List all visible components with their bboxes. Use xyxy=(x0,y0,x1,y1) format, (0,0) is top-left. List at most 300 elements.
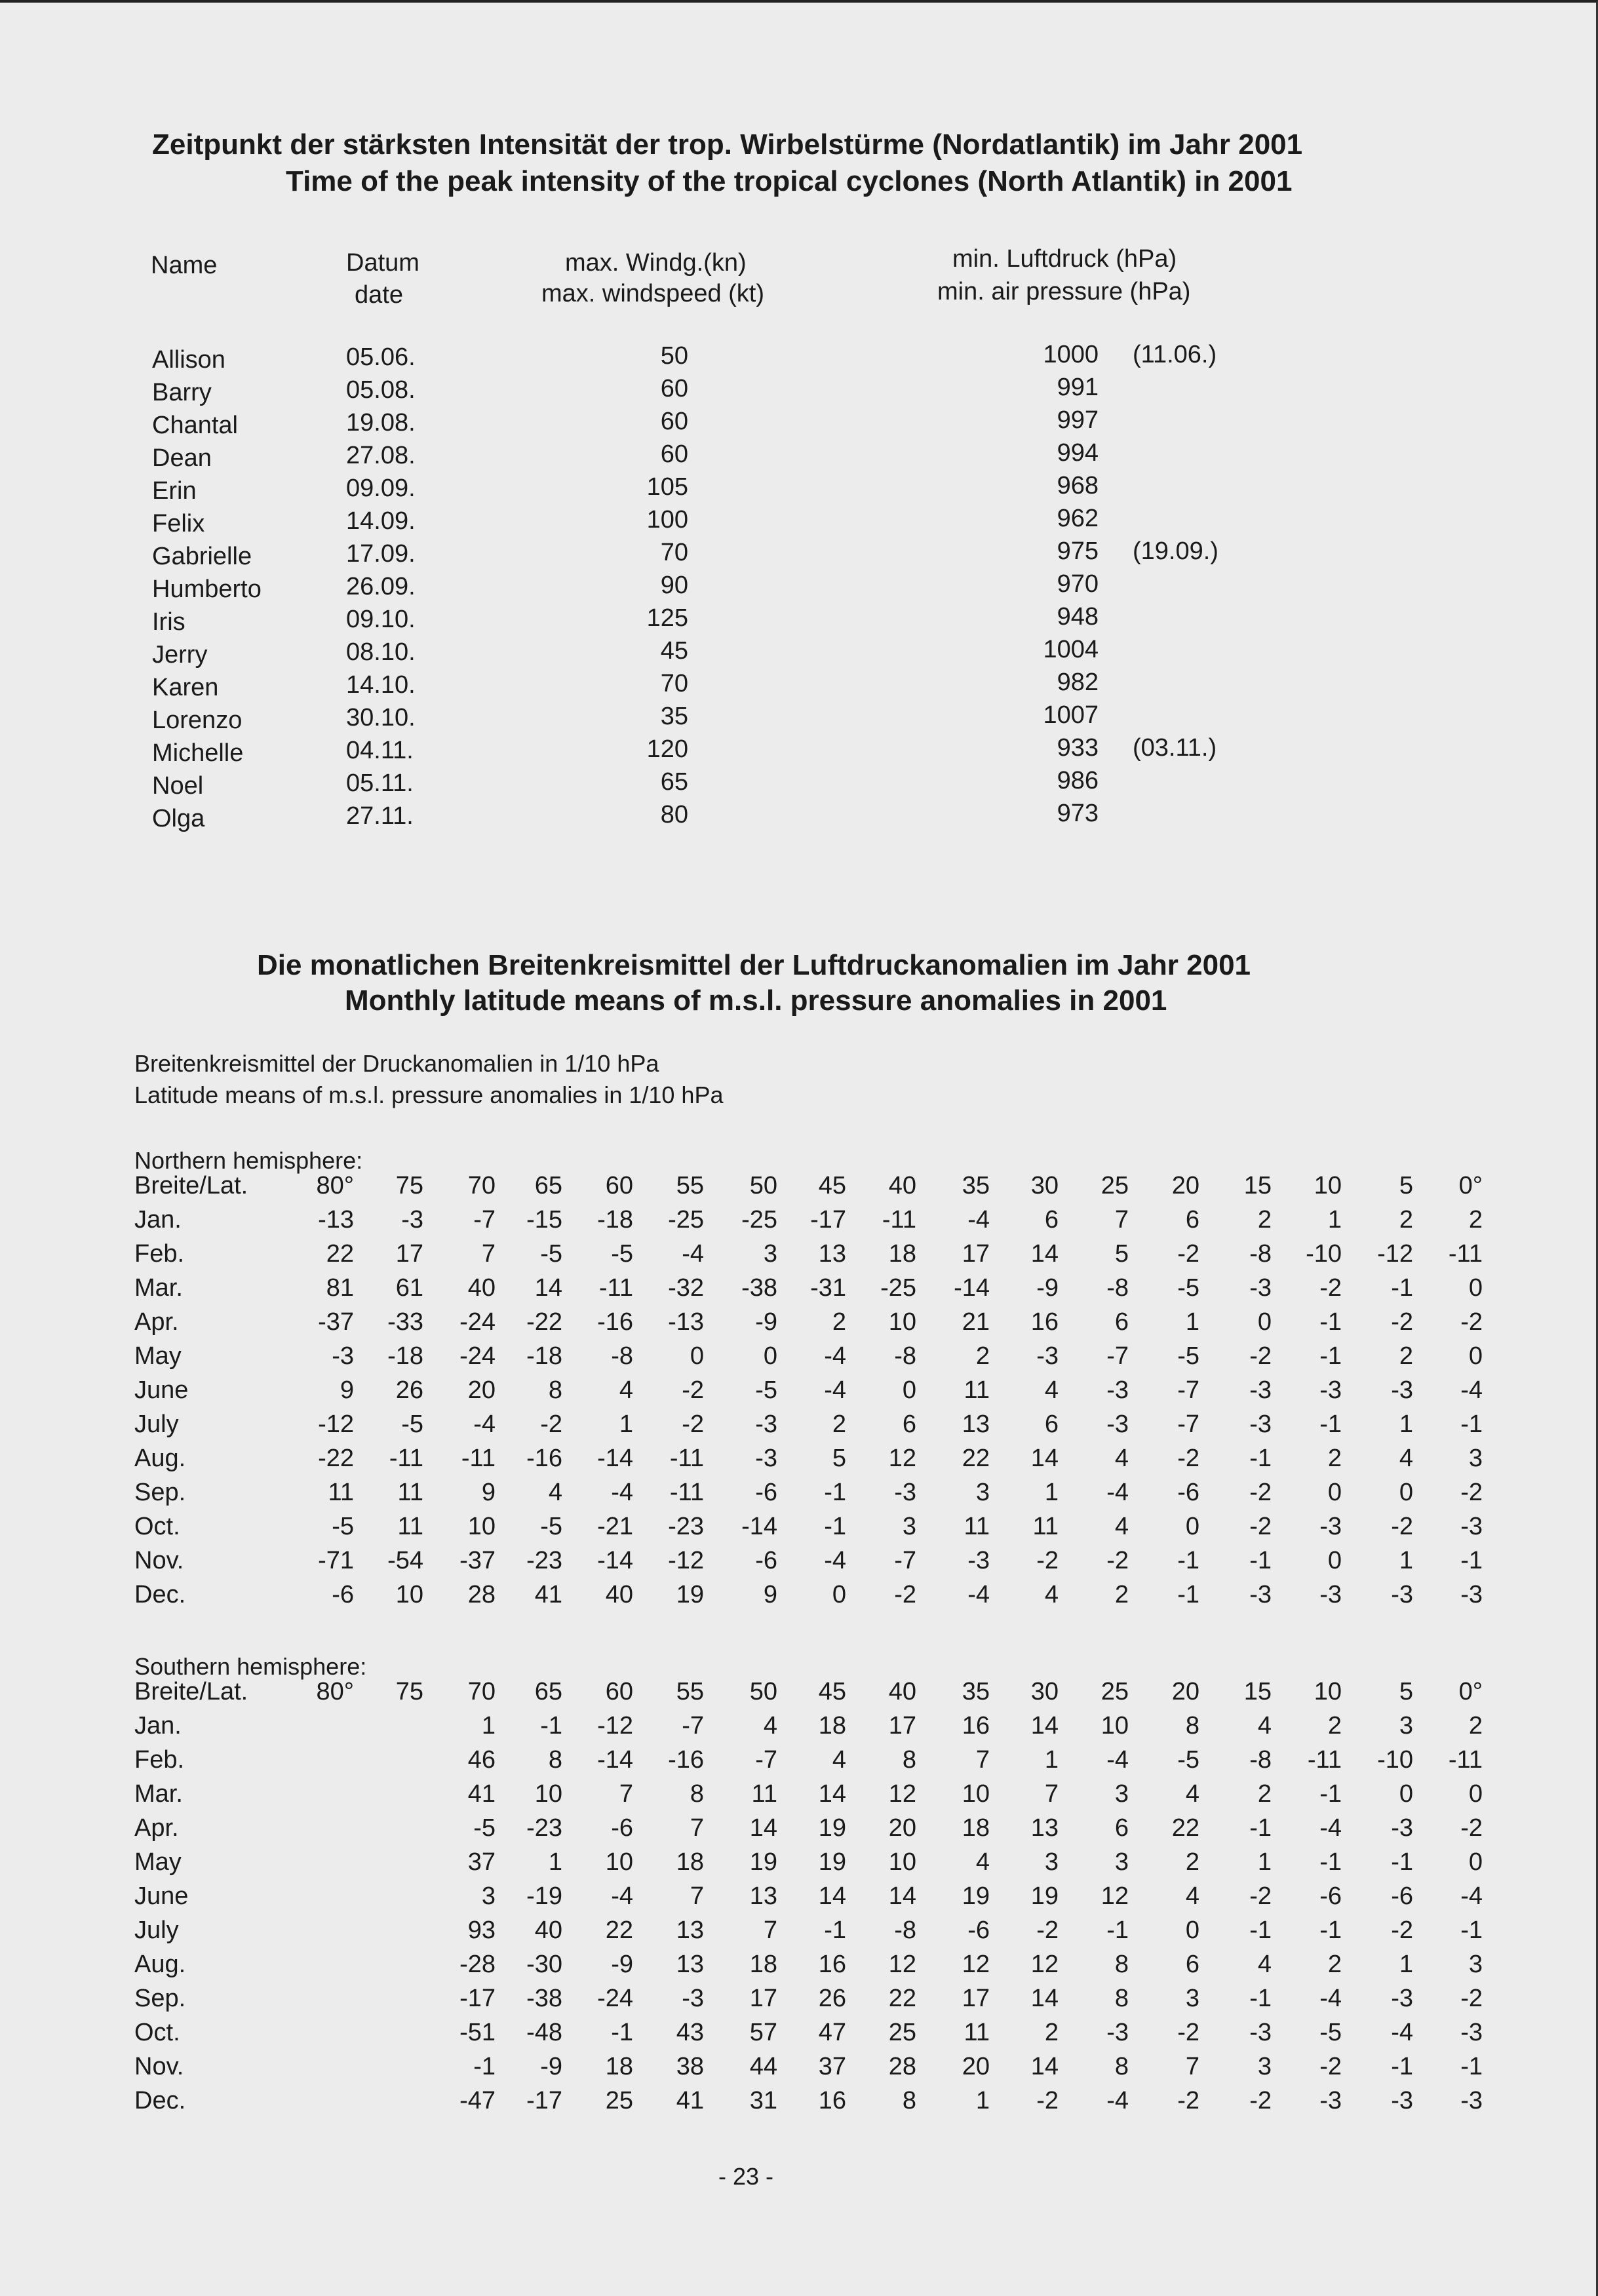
anomaly-value: -6 xyxy=(611,1814,633,1842)
cyclone-title-de: Zeitpunkt der stärksten Intensität der trop. Wirbelstürme (Nordatlantik) im Jahr 2001 xyxy=(152,128,1303,161)
month-label: July xyxy=(134,1411,179,1438)
anomaly-value: -4 xyxy=(1106,1479,1129,1506)
anomaly-value: -37 xyxy=(459,1547,496,1574)
anomaly-value: -2 xyxy=(1391,1308,1413,1336)
anomaly-value: 2 xyxy=(1114,1581,1129,1608)
month-label: July xyxy=(134,1917,179,1944)
anomaly-value: -2 xyxy=(1249,1882,1272,1910)
cyclone-note-date: (03.11.) xyxy=(1133,734,1217,762)
cyclone-date: 04.11. xyxy=(346,737,414,764)
anomaly-value: 17 xyxy=(395,1240,423,1268)
anomaly-value: -3 xyxy=(1460,2019,1483,2046)
anomaly-value: 41 xyxy=(676,2087,704,2114)
cyclone-wind: 105 xyxy=(646,473,688,501)
cyclone-date: 27.08. xyxy=(346,442,416,469)
anomaly-value: 40 xyxy=(534,1917,562,1944)
anomaly-value: -22 xyxy=(526,1308,562,1336)
anomaly-value: 7 xyxy=(481,1240,496,1268)
anomaly-value: 6 xyxy=(1044,1411,1059,1438)
anomaly-value: 0 xyxy=(1399,1780,1413,1808)
anomaly-value: 11 xyxy=(964,1376,990,1404)
anomaly-value: 38 xyxy=(676,2053,704,2080)
month-label: May xyxy=(134,1848,182,1876)
month-label: Jan. xyxy=(134,1206,182,1234)
anomaly-value: 2 xyxy=(832,1308,846,1336)
anomaly-value: -10 xyxy=(1306,1240,1342,1268)
anomaly-value: -3 xyxy=(332,1342,354,1370)
latitude-header: 60 xyxy=(605,1678,633,1705)
anomaly-value: 18 xyxy=(818,1712,846,1740)
anomaly-value: 12 xyxy=(1101,1882,1129,1910)
anomaly-value: 8 xyxy=(902,2087,916,2114)
anomaly-value: 12 xyxy=(962,1951,990,1978)
anomaly-value: 6 xyxy=(1044,1206,1059,1234)
anomaly-value: 0 xyxy=(1468,1848,1483,1876)
anomaly-value: 3 xyxy=(1185,1985,1199,2012)
anomaly-value: -33 xyxy=(387,1308,423,1336)
anomaly-value: 22 xyxy=(605,1917,633,1944)
anomaly-value: 28 xyxy=(888,2053,916,2080)
anomaly-value: -7 xyxy=(473,1206,496,1234)
anomaly-value: 20 xyxy=(467,1376,496,1404)
month-label: Oct. xyxy=(134,1513,180,1540)
anomaly-value: 0 xyxy=(1327,1547,1342,1574)
anomaly-value: 37 xyxy=(467,1848,496,1876)
cyclone-pressure: 970 xyxy=(1057,570,1099,598)
anomaly-value: 14 xyxy=(1030,2053,1059,2080)
anomaly-value: 20 xyxy=(962,2053,990,2080)
anomaly-value: -1 xyxy=(1249,1547,1272,1574)
anomaly-value: 0 xyxy=(1399,1479,1413,1506)
anomaly-value: 4 xyxy=(548,1479,562,1506)
anomaly-value: 1 xyxy=(1399,1411,1413,1438)
anomaly-value: -3 xyxy=(1391,1814,1413,1842)
latitude-header: 40 xyxy=(888,1678,916,1705)
cyclone-wind: 100 xyxy=(646,506,688,534)
anomaly-value: -8 xyxy=(894,1917,916,1944)
anomaly-value: -4 xyxy=(611,1882,633,1910)
anomaly-value: -3 xyxy=(1391,2087,1413,2114)
latitude-header: 75 xyxy=(395,1678,423,1705)
anomaly-value: -1 xyxy=(824,1513,846,1540)
month-label: May xyxy=(134,1342,182,1370)
anomaly-value: -4 xyxy=(824,1342,846,1370)
anomaly-value: 19 xyxy=(1030,1882,1059,1910)
anomaly-value: 8 xyxy=(548,1376,562,1404)
anomaly-value: -11 xyxy=(1448,1240,1483,1268)
anomaly-value: 12 xyxy=(888,1780,916,1808)
anomaly-value: 21 xyxy=(962,1308,990,1336)
anomaly-value: 40 xyxy=(605,1581,633,1608)
anomaly-value: 0 xyxy=(690,1342,704,1370)
pressure-title-de: Die monatlichen Breitenkreismittel der Luftdruckanomalien im Jahr 2001 xyxy=(257,949,1251,981)
anomaly-value: 3 xyxy=(1468,1951,1483,1978)
anomaly-value: 3 xyxy=(975,1479,990,1506)
anomaly-value: -2 xyxy=(1249,1342,1272,1370)
anomaly-value: 6 xyxy=(1185,1206,1199,1234)
anomaly-value: -8 xyxy=(1249,1746,1272,1774)
anomaly-value: 2 xyxy=(1185,1848,1199,1876)
cyclone-wind: 60 xyxy=(660,408,688,435)
anomaly-value: 5 xyxy=(832,1445,846,1472)
cyclone-pressure: 975 xyxy=(1057,537,1099,565)
anomaly-value: -17 xyxy=(810,1206,846,1234)
anomaly-value: -7 xyxy=(894,1547,916,1574)
anomaly-value: 8 xyxy=(1114,2053,1129,2080)
anomaly-value: -47 xyxy=(459,2087,496,2114)
cyclone-name: Iris xyxy=(152,608,185,636)
latitude-header: 20 xyxy=(1171,1172,1199,1199)
latitude-header: 30 xyxy=(1030,1172,1059,1199)
anomaly-value: -48 xyxy=(526,2019,562,2046)
cyclone-date: 19.08. xyxy=(346,409,416,437)
anomaly-value: 17 xyxy=(749,1985,777,2012)
latitude-header: 15 xyxy=(1243,1172,1272,1199)
anomaly-value: -23 xyxy=(526,1814,562,1842)
anomaly-value: 1 xyxy=(619,1411,633,1438)
anomaly-value: 20 xyxy=(888,1814,916,1842)
anomaly-value: -8 xyxy=(611,1342,633,1370)
cyclone-wind: 65 xyxy=(660,768,688,796)
anomaly-value: -22 xyxy=(318,1445,354,1472)
cyclone-name: Felix xyxy=(152,510,205,537)
anomaly-value: 6 xyxy=(1114,1814,1129,1842)
month-label: Sep. xyxy=(134,1985,186,2012)
anomaly-value: -14 xyxy=(597,1547,633,1574)
anomaly-value: -13 xyxy=(668,1308,704,1336)
anomaly-value: 4 xyxy=(1185,1780,1199,1808)
cyclone-wind: 70 xyxy=(660,539,688,566)
anomaly-value: 0 xyxy=(1185,1917,1199,1944)
anomaly-value: -3 xyxy=(1106,1411,1129,1438)
cyclone-date: 17.09. xyxy=(346,540,416,568)
anomaly-value: -1 xyxy=(1319,1411,1342,1438)
anomaly-value: -6 xyxy=(1319,1882,1342,1910)
anomaly-value: -1 xyxy=(1460,1547,1483,1574)
anomaly-value: -54 xyxy=(387,1547,423,1574)
anomaly-value: 2 xyxy=(1399,1206,1413,1234)
anomaly-value: -3 xyxy=(1036,1342,1059,1370)
anomaly-value: 22 xyxy=(326,1240,354,1268)
anomaly-value: -2 xyxy=(1319,2053,1342,2080)
latitude-header: 0° xyxy=(1458,1678,1483,1705)
anomaly-value: 10 xyxy=(467,1513,496,1540)
anomaly-value: 11 xyxy=(328,1479,354,1506)
anomaly-value: -4 xyxy=(1319,1985,1342,2012)
anomaly-value: 2 xyxy=(1327,1951,1342,1978)
anomaly-value: -6 xyxy=(332,1581,354,1608)
anomaly-value: 46 xyxy=(467,1746,496,1774)
pressure-subtitle-de: Breitenkreismittel der Druckanomalien in 1/10 hPa xyxy=(134,1050,659,1077)
anomaly-value: 2 xyxy=(1399,1342,1413,1370)
anomaly-value: -7 xyxy=(682,1712,704,1740)
anomaly-value: -3 xyxy=(1391,1985,1413,2012)
anomaly-value: 14 xyxy=(1030,1445,1059,1472)
page-number: - 23 - xyxy=(718,2163,774,2190)
anomaly-value: -2 xyxy=(1391,1513,1413,1540)
anomaly-value: 13 xyxy=(818,1240,846,1268)
anomaly-value: -3 xyxy=(755,1411,777,1438)
anomaly-value: -2 xyxy=(1460,1479,1483,1506)
anomaly-value: -4 xyxy=(824,1547,846,1574)
latitude-header: 35 xyxy=(962,1678,990,1705)
anomaly-value: 19 xyxy=(676,1581,704,1608)
anomaly-value: -1 xyxy=(1249,1917,1272,1944)
anomaly-value: -7 xyxy=(1177,1411,1199,1438)
anomaly-value: -3 xyxy=(1391,1376,1413,1404)
cyclone-pressure: 1004 xyxy=(1043,636,1099,663)
cyclone-wind: 120 xyxy=(646,735,688,763)
anomaly-value: -3 xyxy=(1249,1274,1272,1302)
anomaly-value: 13 xyxy=(676,1951,704,1978)
anomaly-value: -23 xyxy=(668,1513,704,1540)
anomaly-value: -2 xyxy=(1460,1814,1483,1842)
anomaly-value: 26 xyxy=(818,1985,846,2012)
cyclone-wind: 80 xyxy=(660,801,688,828)
anomaly-value: 14 xyxy=(888,1882,916,1910)
anomaly-value: 16 xyxy=(962,1712,990,1740)
anomaly-value: 18 xyxy=(749,1951,777,1978)
cyclone-date: 26.09. xyxy=(346,573,416,600)
anomaly-value: -12 xyxy=(318,1411,354,1438)
anomaly-value: 2 xyxy=(1468,1206,1483,1234)
anomaly-value: -8 xyxy=(894,1342,916,1370)
anomaly-value: 4 xyxy=(1044,1581,1059,1608)
anomaly-value: -1 xyxy=(1177,1581,1199,1608)
anomaly-value: -1 xyxy=(1319,1308,1342,1336)
cyclone-wind: 50 xyxy=(660,342,688,370)
anomaly-value: 4 xyxy=(1257,1951,1272,1978)
anomaly-value: -28 xyxy=(459,1951,496,1978)
anomaly-value: -25 xyxy=(741,1206,777,1234)
anomaly-value: 6 xyxy=(1185,1951,1199,1978)
anomaly-value: -2 xyxy=(1249,1513,1272,1540)
anomaly-value: 7 xyxy=(1044,1780,1059,1808)
anomaly-value: 19 xyxy=(818,1848,846,1876)
cyclone-name: Erin xyxy=(152,477,197,505)
anomaly-value: -37 xyxy=(318,1308,354,1336)
month-label: Apr. xyxy=(134,1308,179,1336)
anomaly-value: 3 xyxy=(1257,2053,1272,2080)
anomaly-value: -3 xyxy=(682,1985,704,2012)
anomaly-value: -1 xyxy=(1391,1848,1413,1876)
anomaly-value: -6 xyxy=(755,1547,777,1574)
cyclone-name: Noel xyxy=(152,772,204,800)
anomaly-value: 14 xyxy=(749,1814,777,1842)
cyclone-pressure: 1007 xyxy=(1043,701,1099,729)
anomaly-value: -4 xyxy=(611,1479,633,1506)
cyclone-pressure: 986 xyxy=(1057,767,1099,794)
anomaly-value: -17 xyxy=(526,2087,562,2114)
anomaly-value: -4 xyxy=(967,1206,990,1234)
anomaly-value: -38 xyxy=(526,1985,562,2012)
anomaly-value: -9 xyxy=(540,2053,562,2080)
latitude-header: 35 xyxy=(962,1172,990,1199)
anomaly-value: 19 xyxy=(962,1882,990,1910)
anomaly-value: -3 xyxy=(755,1445,777,1472)
anomaly-value: 1 xyxy=(1044,1746,1059,1774)
anomaly-value: -11 xyxy=(598,1274,633,1302)
anomaly-value: -24 xyxy=(597,1985,633,2012)
cyclone-wind: 60 xyxy=(660,440,688,468)
anomaly-value: 2 xyxy=(1044,2019,1059,2046)
cyclone-date: 05.11. xyxy=(346,769,414,797)
anomaly-value: -4 xyxy=(1460,1882,1483,1910)
anomaly-value: 16 xyxy=(1030,1308,1059,1336)
latitude-header: 45 xyxy=(818,1172,846,1199)
header-wind-en: max. windspeed (kt) xyxy=(541,280,765,307)
month-label: Mar. xyxy=(134,1274,183,1302)
anomaly-value: 3 xyxy=(1468,1445,1483,1472)
anomaly-value: 41 xyxy=(467,1780,496,1808)
cyclone-name: Gabrielle xyxy=(152,543,252,570)
anomaly-value: 11 xyxy=(397,1479,423,1506)
anomaly-value: 2 xyxy=(975,1342,990,1370)
month-label: Aug. xyxy=(134,1951,186,1978)
anomaly-value: -5 xyxy=(540,1513,562,1540)
anomaly-value: 2 xyxy=(1327,1712,1342,1740)
anomaly-value: -6 xyxy=(1391,1882,1413,1910)
anomaly-value: -2 xyxy=(1177,1445,1199,1472)
anomaly-value: -31 xyxy=(810,1274,846,1302)
anomaly-value: 1 xyxy=(481,1712,496,1740)
anomaly-value: -11 xyxy=(882,1206,916,1234)
anomaly-value: 40 xyxy=(467,1274,496,1302)
latitude-header: 5 xyxy=(1399,1678,1413,1705)
anomaly-value: 7 xyxy=(1185,2053,1199,2080)
anomaly-value: 9 xyxy=(340,1376,354,1404)
anomaly-value: -1 xyxy=(1460,1917,1483,1944)
anomaly-value: -11 xyxy=(669,1479,704,1506)
month-label: Nov. xyxy=(134,2053,184,2080)
cyclone-wind: 125 xyxy=(646,604,688,632)
cyclone-date: 27.11. xyxy=(346,802,414,830)
anomaly-value: -3 xyxy=(1460,2087,1483,2114)
anomaly-value: 3 xyxy=(763,1240,777,1268)
cyclone-pressure: 994 xyxy=(1057,439,1099,467)
anomaly-value: -1 xyxy=(540,1712,562,1740)
anomaly-value: -3 xyxy=(894,1479,916,1506)
anomaly-value: -1 xyxy=(1177,1547,1199,1574)
anomaly-value: 10 xyxy=(962,1780,990,1808)
anomaly-value: 8 xyxy=(1114,1985,1129,2012)
anomaly-value: -2 xyxy=(1106,1547,1129,1574)
cyclone-name: Michelle xyxy=(152,739,244,767)
anomaly-value: -5 xyxy=(1177,1342,1199,1370)
cyclone-wind: 90 xyxy=(660,572,688,599)
month-label: Oct. xyxy=(134,2019,180,2046)
anomaly-value: -14 xyxy=(954,1274,990,1302)
cyclone-note-date: (19.09.) xyxy=(1133,537,1218,565)
anomaly-value: 47 xyxy=(818,2019,846,2046)
anomaly-value: -3 xyxy=(1249,1581,1272,1608)
anomaly-value: -23 xyxy=(526,1547,562,1574)
anomaly-value: 7 xyxy=(975,1746,990,1774)
anomaly-value: -1 xyxy=(1391,2053,1413,2080)
latitude-header: 70 xyxy=(467,1678,496,1705)
anomaly-value: 2 xyxy=(1257,1206,1272,1234)
latitude-header: 60 xyxy=(605,1172,633,1199)
anomaly-value: 13 xyxy=(749,1882,777,1910)
anomaly-value: 9 xyxy=(763,1581,777,1608)
month-label: Feb. xyxy=(134,1240,185,1268)
anomaly-value: 4 xyxy=(832,1746,846,1774)
anomaly-value: -3 xyxy=(1249,1376,1272,1404)
anomaly-value: -2 xyxy=(1319,1274,1342,1302)
anomaly-value: 10 xyxy=(888,1848,916,1876)
anomaly-value: -12 xyxy=(668,1547,704,1574)
anomaly-value: 0 xyxy=(1468,1780,1483,1808)
cyclone-pressure: 991 xyxy=(1057,374,1099,401)
anomaly-value: 11 xyxy=(1032,1513,1059,1540)
anomaly-value: -2 xyxy=(682,1376,704,1404)
anomaly-value: 4 xyxy=(619,1376,633,1404)
anomaly-value: -2 xyxy=(1036,1917,1059,1944)
anomaly-value: 17 xyxy=(962,1985,990,2012)
anomaly-value: -10 xyxy=(1377,1746,1413,1774)
anomaly-value: 22 xyxy=(888,1985,916,2012)
header-wind-de: max. Windg.(kn) xyxy=(565,249,747,277)
anomaly-value: -2 xyxy=(1177,2087,1199,2114)
anomaly-value: 4 xyxy=(1114,1513,1129,1540)
anomaly-value: -7 xyxy=(755,1746,777,1774)
anomaly-value: -12 xyxy=(1377,1240,1413,1268)
cyclone-name: Lorenzo xyxy=(152,707,243,734)
latitude-header: 65 xyxy=(534,1172,562,1199)
latitude-header: 75 xyxy=(395,1172,423,1199)
anomaly-value: -32 xyxy=(668,1274,704,1302)
anomaly-value: -3 xyxy=(1249,2019,1272,2046)
anomaly-value: -2 xyxy=(1460,1308,1483,1336)
anomaly-value: 10 xyxy=(395,1581,423,1608)
anomaly-value: -1 xyxy=(1249,1445,1272,1472)
anomaly-value: -4 xyxy=(1319,1814,1342,1842)
anomaly-value: -6 xyxy=(967,1917,990,1944)
anomaly-value: -8 xyxy=(1249,1240,1272,1268)
month-label: Feb. xyxy=(134,1746,185,1774)
anomaly-value: -18 xyxy=(597,1206,633,1234)
anomaly-value: 7 xyxy=(763,1917,777,1944)
anomaly-value: -2 xyxy=(1249,2087,1272,2114)
anomaly-value: 2 xyxy=(832,1411,846,1438)
cyclone-pressure: 1000 xyxy=(1043,341,1099,368)
cyclone-name: Olga xyxy=(152,805,205,832)
cyclone-name: Allison xyxy=(152,346,225,374)
anomaly-value: -11 xyxy=(389,1445,423,1472)
anomaly-value: -3 xyxy=(1391,1581,1413,1608)
latitude-header: 10 xyxy=(1314,1172,1342,1199)
anomaly-value: 1 xyxy=(1257,1848,1272,1876)
latitude-header: 70 xyxy=(467,1172,496,1199)
anomaly-value: 10 xyxy=(888,1308,916,1336)
anomaly-value: 3 xyxy=(1114,1780,1129,1808)
anomaly-value: 0 xyxy=(1468,1274,1483,1302)
latitude-header: 0° xyxy=(1458,1172,1483,1199)
anomaly-value: 14 xyxy=(1030,1985,1059,2012)
anomaly-value: -5 xyxy=(473,1814,496,1842)
anomaly-value: -1 xyxy=(1249,1814,1272,1842)
month-label: June xyxy=(134,1376,189,1404)
anomaly-value: -2 xyxy=(1177,2019,1199,2046)
anomaly-value: -4 xyxy=(824,1376,846,1404)
latitude-header: 55 xyxy=(676,1678,704,1705)
cyclone-wind: 60 xyxy=(660,375,688,402)
anomaly-value: -24 xyxy=(459,1308,496,1336)
anomaly-value: -1 xyxy=(1391,1274,1413,1302)
anomaly-value: 81 xyxy=(326,1274,354,1302)
anomaly-value: 2 xyxy=(1468,1712,1483,1740)
anomaly-value: 8 xyxy=(902,1746,916,1774)
